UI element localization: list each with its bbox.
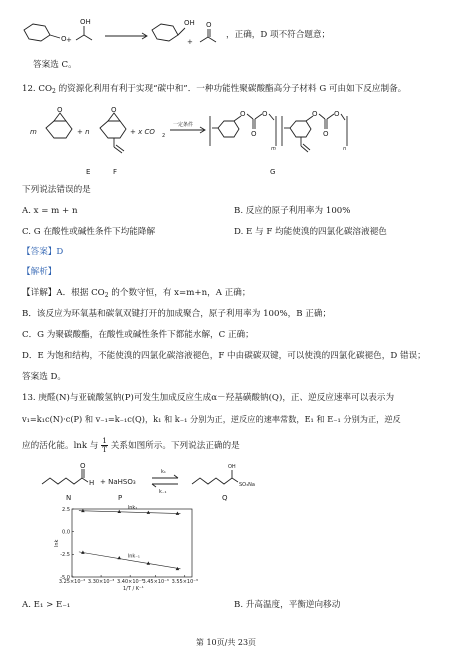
svg-text:OH: OH [228,464,236,470]
polymer-sub-n: n [343,146,347,152]
svg-text:O: O [262,110,268,118]
compound-f-structure [100,106,126,153]
svg-text:O: O [251,130,257,138]
heptanal-structure [42,462,94,487]
coef-n: + n [77,128,90,136]
hydroxy-sulfonate-structure [192,464,255,488]
q12-detail-line-2: B．该反应为环氧基和碳氧双键打开的加成聚合，原子利用率为 100%，B 正确； [22,309,332,319]
x-tick-label: 3.55×10⁻³ [171,579,198,585]
q13-line-1: 13. 庚醛(N)与亚硫酸氢钠(P)可发生加成反应生成α－羟基磺酸钠(Q)，正、逆反应速率可以表示为 [22,393,395,403]
svg-text:k₁: k₁ [161,469,166,475]
chart-xlabel: 1/T / K⁻¹ [123,586,144,592]
polymer-g-structure [210,110,347,152]
compound-e-structure [46,106,72,138]
q12-option-d: D. E 与 F 均能使溴的四氯化碳溶液褪色 [234,227,387,237]
svg-text:O: O [111,106,117,114]
equilibrium-arrows [152,469,178,495]
svg-text:H: H [89,479,95,487]
q13-rate-expression: v₁=k₁c(N)·c(P) 和 v₋₁=k₋₁c(Q)，k₁ 和 k₋₁ 分别为正，逆反应的速率常数，E₁ 和 E₋₁ 分别为正，逆反 [22,414,401,424]
q12-detail-line-3: C．G 为聚碳酸酯，在酸性或碱性条件下都能水解，C 正确； [22,330,254,340]
svg-text:SO₃Na: SO₃Na [239,482,255,488]
data-point [147,511,151,514]
q13-reaction-scheme [22,460,432,504]
q12-answer-tag: 【答案】D [22,247,64,257]
q12-option-b: B. 反应的原子利用率为 100% [234,206,351,216]
page-footer: 第 10页/共 23页 [195,638,257,647]
previous-answer: 答案选 C。 [33,60,77,70]
polymer-sub-m: m [271,146,276,152]
q13-line-3: 应的活化能。lnk 与 $\frac{1}{T}$ 关系如图所示。下列说法正确的是 [22,436,240,454]
q13-option-b: B. 升高温度，平衡逆向移动 [234,600,341,610]
q12-co2-subscript: 2 [52,88,56,95]
label-g: G [270,168,276,176]
y-tick-label: 0.0 [62,529,70,536]
plus-sign-1: + [66,36,72,44]
acetone-structure [200,21,216,42]
svg-text:O: O [240,110,246,118]
label-e: E [86,168,91,176]
top-line-text: ，正确，D 项不符合题意； [226,30,331,40]
oxygen-label: O [61,35,67,43]
y-tick-label: 2.5 [62,506,70,513]
label-n: N [66,494,72,502]
chart-frame [72,509,192,577]
y-tick-label: -5.0 [60,574,70,581]
svg-text:k₋₁: k₋₁ [159,489,167,495]
nahso3-label: + NaHSO₃ [100,478,136,486]
q12-detail-line-1: 【详解】A．根据 $CO_2$ 的个数守恒，有 x=m+n，A 正确； [22,288,251,299]
coef-m: m [30,128,37,136]
one-over-t-fraction: $\frac{1}{T}$ [102,436,108,454]
data-point [117,556,121,559]
svg-text:O: O [57,106,63,114]
isopropanol-structure [76,18,92,40]
q13-option-a: A. E₁ > E₋₁ [22,600,71,610]
chart-marks [59,505,198,585]
data-point [117,510,121,513]
series-label: lnk₁ [127,505,138,512]
oxygen-label-2: O [206,21,212,29]
q12-option-c: C. G 在酸性或碱性条件下均能降解 [22,227,156,237]
reaction-condition: 一定条件 [173,122,194,128]
chart-ylabel: lnk [54,539,60,547]
lnk-vs-inverse-t-chart [50,506,200,592]
q12-stem-text: 的资源化利用有利于实现“碳中和”．一种功能性聚碳酸酯高分子材料 G 可由如下反应制备。 [55,84,407,94]
oh-label-1: OH [80,18,91,26]
coef-x-co2: + x CO [130,128,155,136]
label-f: F [113,168,118,176]
q12-detail-line-4: D．E 为饱和结构，不能使溴的四氯化碳溶液褪色，F 中由碳碳双键，可以使溴的四氯化碳褪色，D 错误； [22,351,426,361]
x-tick-label: 3.45×10⁻³ [142,579,169,585]
cyclohexanone-structure [24,24,67,43]
x-tick-label: 3.40×10⁻³ [117,579,144,585]
svg-text:O: O [323,130,329,138]
q12-option-a: A. x = m + n [22,206,78,216]
x-tick-label: 3.30×10⁻³ [87,579,115,585]
svg-text:O: O [80,462,86,470]
oh-label-2: OH [184,19,195,27]
x-tick-label: 3.25×10⁻³ [58,579,86,585]
q12-reaction-scheme [22,102,432,184]
y-tick-label: -2.5 [60,552,70,559]
label-q: Q [222,494,228,502]
q12-number: 12. [22,84,36,94]
co2-subscript: 2 [162,133,166,139]
svg-text:O: O [334,110,340,118]
series-label: lnk₋₁ [127,553,140,560]
q12-prompt: 下列说法错误的是 [22,185,91,195]
svg-text:O: O [312,110,318,118]
reaction-arrow [105,33,147,39]
q12-co2: CO [38,84,53,94]
q12-stem [22,84,406,97]
q12-reaction-arrow [170,121,205,133]
label-p: P [118,494,123,502]
plus-sign-2: + [187,38,193,46]
q12-detail-line-5: 答案选 D。 [22,372,66,382]
q12-analysis-tag: 【解析】 [22,267,57,277]
